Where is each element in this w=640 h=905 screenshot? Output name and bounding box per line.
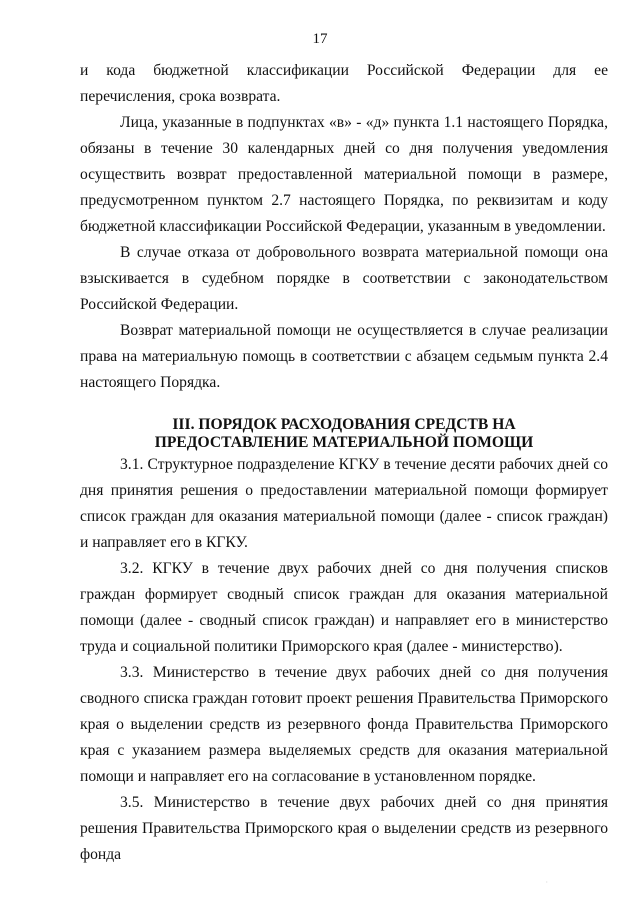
paragraph-3-2: 3.2. КГКУ в течение двух рабочих дней со дня получения списков граждан формирует сводный список граждан для оказания материальной помощи (далее - сводный список граждан) и направляет его в министерство труда и социальной политики Приморского края (далее - министерство). xyxy=(80,560,608,655)
document-body xyxy=(80,58,608,868)
paragraph-3-5: 3.5. Министерство в течение двух рабочих дней со дня принятия решения Правительства Приморского края о выделении средств из резервного фонда xyxy=(80,794,608,863)
paragraph-return-obligation: Лица, указанные в подпунктах «в» - «д» пункта 1.1 настоящего Порядка, обязаны в течение 30 календарных дней со дня получения уведомления осуществить возврат предоставленной материальной помощи в размере, предусмотренном пунктом 2.7 настоящего Порядка, по реквизитам и коду бюджетной классификации Российской Федерации, указанным в уведомлении. xyxy=(80,114,608,235)
scan-speck: · xyxy=(545,878,548,887)
paragraph-continuation: и кода бюджетной классификации Российской Федерации для ее перечисления, срока возврата. xyxy=(80,62,608,105)
paragraph-3-3: 3.3. Министерство в течение двух рабочих дней со дня получения сводного списка граждан готовит проект решения Правительства Приморского края о выделении средств из резервного фонда Правительства Приморского края с указанием размера выделяемых средств для оказания материальной помощи и направляет его на согласование в установленном порядке. xyxy=(80,664,608,785)
paragraph-3-1: 3.1. Структурное подразделение КГКУ в течение десяти рабочих дней со дня принятия решения о предоставлении материальной помощи формирует список граждан для оказания материальной помощи (далее - список граждан) и направляет его в КГКУ. xyxy=(80,456,608,551)
page-number: 17 xyxy=(312,31,328,47)
section-heading-line-2: ПРЕДОСТАВЛЕНИЕ МАТЕРИАЛЬНОЙ ПОМОЩИ xyxy=(154,434,534,451)
paragraph-no-return: Возврат материальной помощи не осуществляется в случае реализации права на материальную помощь в соответствии с абзацем седьмым пункта 2.4 настоящего Порядка. xyxy=(80,322,608,391)
section-heading-line-1: III. ПОРЯДОК РАСХОДОВАНИЯ СРЕДСТВ НА xyxy=(172,416,516,433)
paragraph-court-recovery: В случае отказа от добровольного возврата материальной помощи она взыскивается в судебном порядке в соответствии с законодательством Российской Федерации. xyxy=(80,244,608,313)
section-heading xyxy=(80,396,608,452)
